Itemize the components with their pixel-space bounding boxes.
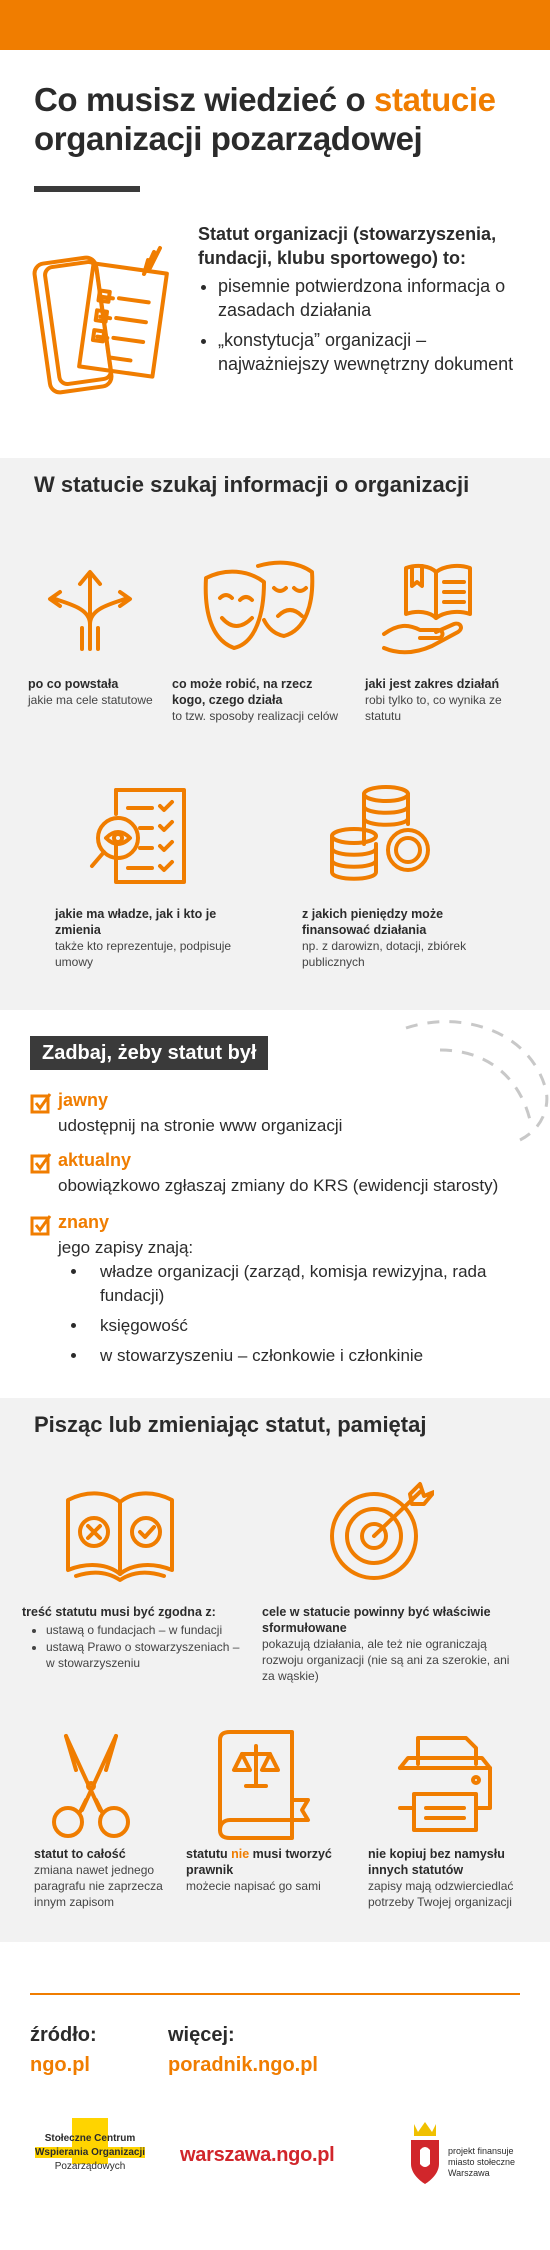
- top-accent-bar: [0, 0, 550, 50]
- care-item-desc: obowiązkowo zgłaszaj zmiany do KRS (ewidencji starosty): [58, 1176, 499, 1195]
- search-item-1: [28, 676, 178, 708]
- care-item-desc: jego zapisy znają:: [58, 1238, 194, 1257]
- care-item-title: jawny: [58, 1090, 109, 1110]
- open-book-check-icon: [60, 1484, 180, 1584]
- item-bullet: • ustawą Prawo o stowarzyszeniach – w stowarzyszeniu: [46, 1639, 242, 1671]
- warsaw-coat-of-arms-icon: [408, 2120, 442, 2186]
- sc-wo-logo: [30, 2118, 150, 2188]
- item-title: [186, 1846, 336, 1878]
- remember-item-5: [368, 1846, 528, 1910]
- more-link[interactable]: poradnik.ngo.pl: [168, 2054, 318, 2076]
- title-highlight: statucie: [374, 81, 496, 118]
- search-section: [0, 458, 550, 1010]
- care-sub-bullets: [68, 1260, 508, 1374]
- coins-stack-icon: [328, 784, 434, 884]
- dashed-curve-decoration: [400, 1010, 550, 1150]
- remember-heading: Pisząc lub zmieniając statut, pamiętaj: [34, 1412, 427, 1437]
- item-desc: zmiana nawet jednego paragrafu nie zaprzecza innym zapisom: [34, 1863, 163, 1909]
- item-title: nie kopiuj bez namysłu innych statutów: [368, 1847, 505, 1877]
- remember-item-3: [34, 1846, 174, 1910]
- logo1-line2: Wspierania Organizacji: [34, 2147, 146, 2158]
- remember-item-2: [262, 1604, 512, 1684]
- search-item-3: [365, 676, 515, 724]
- remember-item-1: [22, 1604, 242, 1672]
- logo1-line1a: Stołeczne: [44, 2133, 92, 2144]
- item-desc: pokazują działania, ale też nie ograniczają rozwoju organizacji (nie są ani za szerokie, ani za wąskie): [262, 1637, 510, 1683]
- search-item-2: [172, 676, 348, 724]
- care-sub-bullet: • władze organizacji (zarząd, komisja rewizyjna, rada fundacji): [88, 1260, 508, 1308]
- care-item-desc: udostępnij na stronie www organizacji: [58, 1116, 343, 1135]
- care-sub-bullet: • w stowarzyszeniu – członkowie i członkinie: [88, 1344, 508, 1368]
- item-title: treść statutu musi być zgodna z:: [22, 1605, 216, 1619]
- item-desc: robi tylko to, co wynika ze statutu: [365, 693, 502, 723]
- printer-icon: [390, 1734, 500, 1834]
- footer-divider: [30, 1993, 520, 1995]
- remember-section: [0, 1398, 550, 1942]
- item-bullet: • ustawą o fundacjach – w fundacji: [46, 1622, 242, 1638]
- intro-bullets: [198, 274, 528, 376]
- page-title: [34, 80, 524, 158]
- document-checklist-icon: [30, 238, 180, 408]
- item-title: cele w statucie powinny być właściwie sformułowane: [262, 1605, 491, 1635]
- item-desc: to tzw. sposoby realizacji celów: [172, 709, 339, 723]
- care-sub-bullet: • księgowość: [88, 1314, 508, 1338]
- source-label: źródło:: [30, 2024, 97, 2046]
- intro-bullet: • pisemnie potwierdzona informacja o zasadach działania: [218, 274, 528, 322]
- item-title: statut to całość: [34, 1847, 126, 1861]
- intro-text: [198, 222, 528, 382]
- logo1-line1b: Centrum: [94, 2133, 136, 2144]
- logo1-line3: Pozarządowych: [54, 2161, 126, 2172]
- search-item-5: [302, 906, 492, 970]
- item-desc: zapisy mają odzwierciedlać potrzeby Twojej organizacji: [368, 1879, 514, 1909]
- warszawa-ngo-logo: warszawa.ngo.pl: [180, 2144, 335, 2166]
- more-label: więcej:: [168, 2024, 235, 2046]
- item-desc: jakie ma cele statutowe: [28, 693, 153, 707]
- care-item-title: znany: [58, 1212, 110, 1232]
- checkbox-checked-icon: [30, 1152, 52, 1174]
- care-heading: Zadbaj, żeby statut był: [30, 1036, 268, 1070]
- item-title: jaki jest zakres działań: [365, 677, 500, 691]
- item-desc: np. z darowizn, dotacji, zbiórek publicznych: [302, 939, 467, 969]
- item-title: jakie ma władze, jak i kto je zmienia: [55, 907, 217, 937]
- title-underline: [34, 186, 140, 192]
- title-part1: Co musisz wiedzieć o: [34, 81, 375, 118]
- title-part2: organizacji pozarządowej: [34, 120, 423, 157]
- item-bullets: [22, 1622, 242, 1671]
- checkbox-checked-icon: [30, 1214, 52, 1236]
- intro-bullet: • „konstytucja” organizacji – najważniejszy wewnętrzny dokument: [218, 328, 528, 376]
- document-magnifier-icon: [88, 784, 198, 894]
- search-item-4: [55, 906, 255, 970]
- scissors-icon: [46, 1730, 136, 1840]
- funder-text: projekt finansuje miasto stołeczne Warszawa: [448, 2146, 516, 2178]
- checkbox-checked-icon: [30, 1092, 52, 1114]
- item-title: z jakich pieniędzy może finansować działania: [302, 907, 444, 937]
- target-arrow-icon: [328, 1478, 434, 1584]
- item-title: po co powstała: [28, 677, 119, 691]
- directions-arrows-icon: [40, 554, 140, 654]
- item-title: co może robić, na rzecz kogo, czego działa: [172, 677, 313, 707]
- care-item-title: aktualny: [58, 1150, 132, 1170]
- source-link[interactable]: ngo.pl: [30, 2054, 90, 2076]
- search-heading: W statucie szukaj informacji o organizacji: [34, 472, 470, 497]
- item-desc: także kto reprezentuje, podpisuje umowy: [55, 939, 232, 969]
- law-book-scales-icon: [212, 1730, 312, 1840]
- item-desc: możecie napisać go sami: [186, 1879, 321, 1893]
- item-title-a: statutu: [186, 1847, 232, 1861]
- item-title-b: musi tworzyć prawnik: [186, 1847, 332, 1877]
- item-title-highlight: nie: [231, 1847, 250, 1861]
- remember-item-4: [186, 1846, 336, 1894]
- theater-masks-icon: [198, 558, 318, 658]
- intro-lead: Statut organizacji (stowarzyszenia, fundacji, klubu sportowego) to:: [198, 224, 497, 268]
- book-on-hand-icon: [378, 556, 478, 656]
